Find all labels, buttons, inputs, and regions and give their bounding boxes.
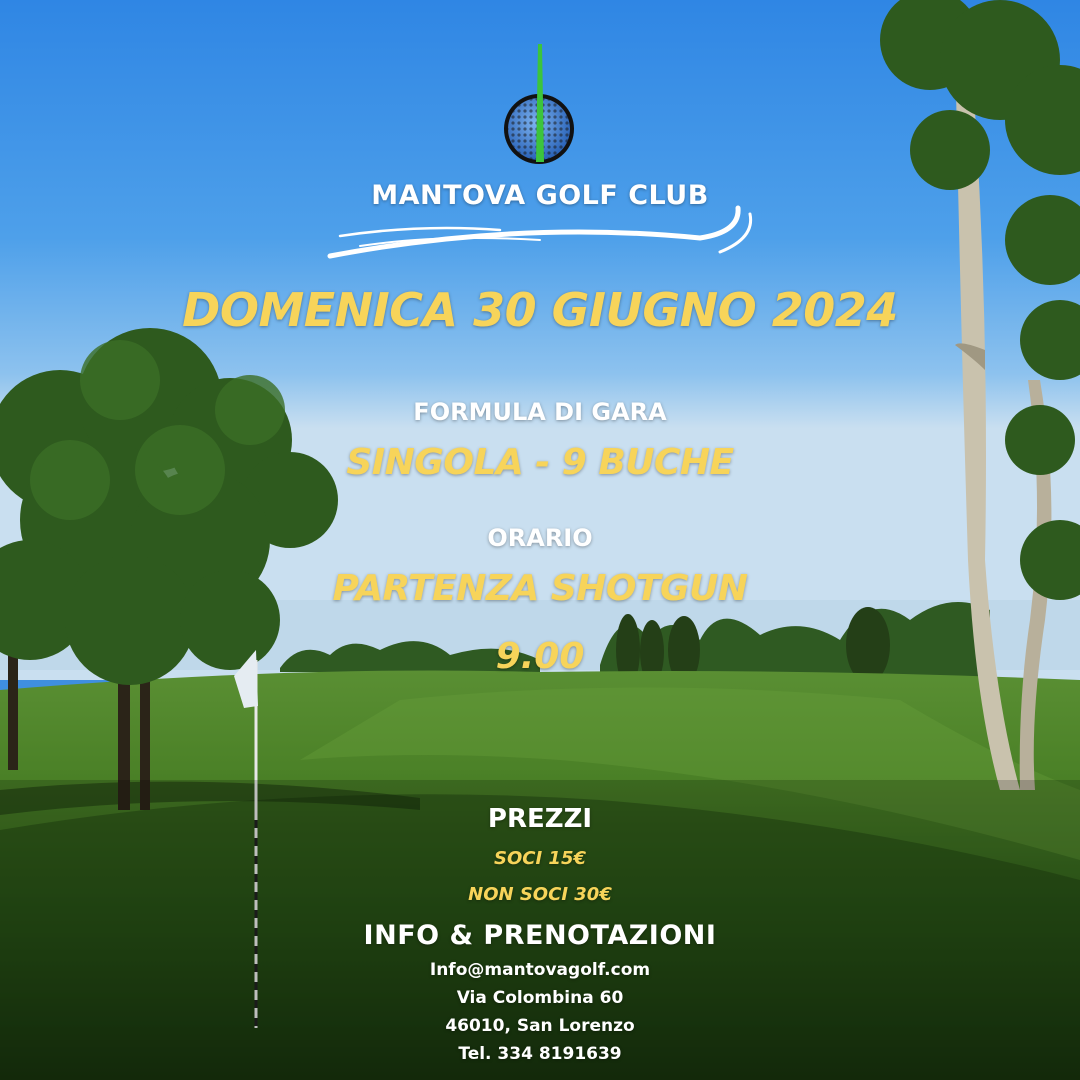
prices-title: PREZZI bbox=[487, 804, 593, 834]
info-address: Via Colombina 60 bbox=[456, 988, 624, 1008]
club-name: MANTOVA GOLF CLUB bbox=[371, 180, 709, 211]
time-label: ORARIO bbox=[487, 524, 593, 552]
time-hour: 9.00 bbox=[495, 636, 585, 677]
info-city: 46010, San Lorenzo bbox=[445, 1016, 635, 1036]
event-date: DOMENICA 30 GIUGNO 2024 bbox=[182, 283, 898, 337]
info-title: INFO & PRENOTAZIONI bbox=[363, 920, 717, 951]
info-email: Info@mantovagolf.com bbox=[429, 960, 651, 980]
formula-value: SINGOLA - 9 BUCHE bbox=[346, 442, 734, 483]
price-members: SOCI 15€ bbox=[493, 848, 586, 869]
formula-label: FORMULA DI GARA bbox=[413, 398, 667, 426]
price-non-members: NON SOCI 30€ bbox=[468, 884, 612, 905]
time-value: PARTENZA SHOTGUN bbox=[332, 568, 748, 609]
info-phone: Tel. 334 8191639 bbox=[458, 1044, 622, 1064]
